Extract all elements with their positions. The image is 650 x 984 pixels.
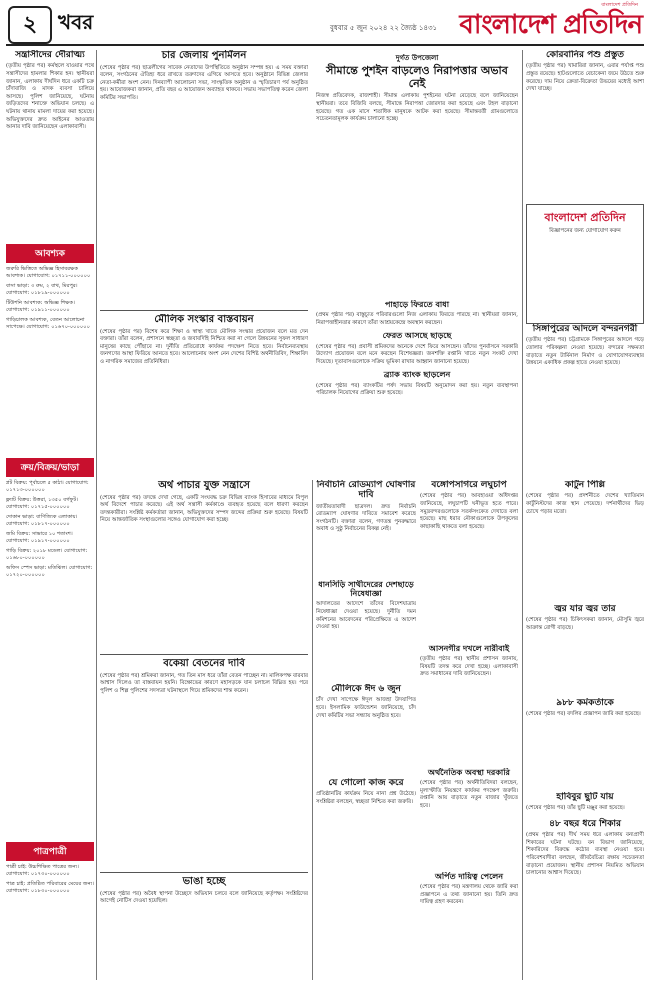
story-separator (100, 872, 308, 873)
story-headline: সিঙ্গাপুরের আদলে বন্দরনগরী (532, 324, 638, 334)
story-headline: ৪৮ বছর ধরে শিকার (549, 818, 621, 829)
classified-item: বাসা ভাড়া: ৩ রুম, ২ বাথ, মিরপুর। যোগাযোগ: ০১৮১৯-০০০০০০ (6, 283, 78, 296)
story-headline: মৌলিকে ঈদ ৬ জুন (331, 684, 401, 694)
classifieds-heading: আবশ্যক (6, 244, 94, 263)
advert-text: বিজ্ঞাপনের জন্য যোগাযোগ করুন (549, 228, 621, 234)
story-body: (শেষের পৃষ্ঠার পর) বিশেষ করে শিক্ষা ও স্বাস্থ্য খাতে মৌলিক সংস্কার প্রয়োজন বলে মত দেন বক্তারা। তাঁরা বলেন, প্রশাসনে স্বচ্ছতা ও জবাবদিহি নিশ্চিত করা না গেলে উন্নয়নের সুফল সাধারণ মানুষের কাছে পৌঁছাবে না। দুর্নীতি প্রতিরোধে কার্যকর পদক্ষেপ নিতে হবে। নির্বাচনব্যবস্থায় জনগণের আস্থা ফিরিয়ে আনতে হবে। আলোচনায় অংশ নেন দেশের বিশিষ্ট অর্থনীতিবিদ, শিক্ষাবিদ ও নাগরিক সমাজের প্রতিনিধিরা। (100, 328, 308, 365)
story-block (316, 480, 416, 576)
story-body: (শেষের পৃষ্ঠার পর) প্রদর্শনীতে দেশের খ্যাতিমান কার্টুনিস্টদের কাজ স্থান পেয়েছে। দর্শনার্থীদের ভিড় চোখে পড়ার মতো। (526, 493, 644, 515)
story-headline: ভাঙা হচ্ছে (182, 876, 226, 887)
classified-item: ফ্ল্যাট বিক্রয়: উত্তরা, ১৩৫০ বর্গফুট। যোগাযোগ: ০১৭১৫-০০০০০০ (6, 497, 79, 510)
story-headline: ফেরত আসছে ছাড়ছে (382, 331, 452, 341)
advert-box (526, 204, 644, 324)
story-block (420, 872, 518, 978)
story-headline: ব্র্যাক ব্যাংক ছাড়লেন (383, 370, 451, 380)
logo-tagline: বাংলাদেশ প্রতিদিন (601, 2, 638, 8)
story-separator (100, 654, 308, 655)
story-block (420, 768, 518, 868)
masthead (0, 0, 650, 46)
classifieds-section (6, 842, 94, 978)
column-divider (312, 480, 313, 980)
story-block (6, 50, 94, 240)
column-divider (522, 50, 523, 980)
classified-item: গাড়ি বিক্রয়: ২০১৮ মডেল। যোগাযোগ: ০১৬৮০-০০০০০০ (6, 548, 88, 561)
story-body: চাঁদ দেখা সাপেক্ষে ঈদুল আজহা উদযাপিত হবে। ইসলামিক ফাউন্ডেশন জানিয়েছে, চাঁদ দেখা কমিটির সভা সন্ধ্যায় অনুষ্ঠিত হবে। (316, 697, 416, 719)
story-block (100, 50, 308, 308)
story-body: (তৃতীয় পৃষ্ঠার পর) চট্টগ্রামকে সিঙ্গাপুরের আদলে গড়ে তোলার পরিকল্পনা নেওয়া হয়েছে। বন্দরের সক্ষমতা বাড়াতে নতুন টার্মিনাল নির্মাণ ও যোগাযোগব্যবস্থার উন্নয়নে একাধিক প্রকল্প হাতে নেওয়া হয়েছে। (526, 337, 644, 367)
story-block (316, 580, 416, 680)
story-body: (শেষের পৃষ্ঠার পর) তাঁর ছুটি মঞ্জুর করা হয়েছে। (526, 805, 625, 812)
story-kicker: দুর্গত উপজেলা (395, 54, 439, 62)
story-body: নিজস্ব প্রতিবেদক, রাজশাহী। সীমান্ত এলাকায় পুশইনের ঘটনা বেড়েছে বলে জানিয়েছেন স্থানীয়রা। তবে বিজিবি বলছে, সীমান্তে নিরাপত্তা জোরদার করা হয়েছে এবং টহল বাড়ানো হয়েছে। গত এক মাসে শতাধিক মানুষকে আটক করা হয়েছে। সীমান্তবর্তী গ্রামগুলোতে সচেতনতামূলক কার্যক্রম চালানো হচ্ছে। (316, 93, 518, 123)
classified-item: টিউশনি আবশ্যক: অভিজ্ঞ শিক্ষক। যোগাযোগ: ০১৯১১-০০০০০০ (6, 300, 75, 313)
story-block (526, 480, 644, 600)
story-block (420, 644, 518, 764)
story-block (526, 324, 644, 474)
story-body: (তৃতীয় পৃষ্ঠার পর) খামারিরা জানান, এবার পর্যাপ্ত পশু প্রস্তুত রয়েছে। হাটগুলোতে বেচাকেনা জমে উঠতে শুরু করেছে। দাম নিয়ে ক্রেতা-বিক্রেতা উভয়ের মধ্যেই আশা দেখা যাচ্ছে। (526, 63, 644, 93)
story-headline: চার জেলায় পুনর্মিলন (161, 50, 247, 61)
story-body: (শেষের পৃষ্ঠার পর) তদন্তে দেখা গেছে, একটি সংঘবদ্ধ চক্র বিভিন্ন ব্যাংক হিসাবের মাধ্যমে বিপুল অর্থ বিদেশে পাচার করেছে। এই অর্থ সন্ত্রাসী কর্মকাণ্ডে ব্যবহৃত হয়েছে বলে ধারণা করছেন তদন্তকারীরা। সংশ্লিষ্ট কর্মকর্তারা জানান, অভিযুক্তদের সম্পদ জব্দের প্রক্রিয়া শুরু হয়েছে। বিষয়টি নিয়ে আন্তর্জাতিক সংস্থাগুলোর সঙ্গেও যোগাযোগ করা হচ্ছে। (100, 494, 308, 524)
story-body: আদালতের আদেশে তাঁদের বিদেশযাত্রায় নিষেধাজ্ঞা দেওয়া হয়েছে। দুর্নীতি দমন কমিশনের আবেদনের পরিপ্রেক্ষিতে এ আদেশ দেওয়া হয়। (316, 601, 416, 631)
story-headline: ধানসিঁড়ি সাথীদেরের দেশছাড়ে নিষেধাজ্ঞা (318, 580, 414, 599)
classified-item: প্লট বিক্রয়: পূর্বাচলে ৫ কাঠা। যোগাযোগ: ০১৭১৩-০০০০০০ (6, 480, 89, 493)
story-body: (তৃতীয় পৃষ্ঠার পর) স্থানীয় প্রশাসন জানায়, বিষয়টি তদন্ত করে দেখা হচ্ছে। এলাকাবাসী দ্রুত সমাধানের দাবি জানিয়েছেন। (420, 656, 518, 678)
column-divider (96, 50, 97, 980)
story-body: (তৃতীয় পৃষ্ঠার পর) কর্মস্থলে যাওয়ার পথে সন্ত্রাসীদের হামলার শিকার হন। স্থানীয়রা জানান, এলাকায় দীর্ঘদিন ধরে একটি চক্র চাঁদাবাজি ও মাদক ব্যবসা চালিয়ে আসছে। পুলিশ জানিয়েছে, ঘটনায় জড়িতদের শনাক্তে অভিযান চলছে। এ ঘটনায় থানায় মামলা দায়ের করা হয়েছে। অভিযুক্তদের দ্রুত আইনের আওতায় আনার দাবি জানিয়েছেন এলাকাবাসী। (6, 63, 94, 131)
masthead-rule (6, 44, 644, 46)
story-headline: ৯৮৮ কর্মকর্তাকে (556, 698, 614, 708)
story-headline: যে গোলো কাজ করে (328, 778, 404, 788)
story-body: (শেষের পৃষ্ঠার পর) অর্থনীতিবিদরা বলছেন, মূল্যস্ফীতি নিয়ন্ত্রণে কার্যকর পদক্ষেপ জরুরি। রপ্তানি আয় বাড়াতে নতুন বাজার খুঁজতে হবে। (420, 780, 518, 809)
story-block (526, 792, 644, 978)
classified-item: গাড়িচালক আবশ্যক, বেতন আলোচনা সাপেক্ষে। যোগাযোগ: ০১৬৭০-০০০০০০ (6, 317, 91, 330)
classified-item: দোকান ভাড়া: বাণিজ্যিক এলাকায়। যোগাযোগ: ০১৮১৭-০০০০০০ (6, 514, 78, 527)
story-headline: সন্ত্রাসীদের দৌরাত্ম্য (15, 50, 85, 60)
classified-item: জমি বিক্রয়: সাভারে ১০ শতাংশ। যোগাযোগ: ০১৯১৭-০০০০০০ (6, 531, 73, 544)
newspaper-logo: বাংলাদেশ প্রতিদিন (459, 10, 642, 40)
classifieds-section (6, 458, 94, 838)
story-body: প্রতিষ্ঠানটির কার্যক্রম নিয়ে নানা প্রশ্ন উঠেছে। সংশ্লিষ্টরা বলছেন, স্বচ্ছতা নিশ্চিত করা জরুরি। (316, 791, 416, 805)
story-block (100, 314, 308, 474)
story-body: (শেষের পৃষ্ঠার পর) শ্রমিকরা জানান, গত তিন মাস ধরে তাঁরা বেতন পাচ্ছেন না। মালিকপক্ষ বারবার আশ্বাস দিলেও তা বাস্তবায়ন হয়নি। বিক্ষোভের কারণে মহাসড়কে যান চলাচল বিঘ্নিত হয়। পরে পুলিশ ও শিল্প পুলিশের সদস্যরা ঘটনাস্থলে গিয়ে শ্রমিকদের শান্ত করেন। (100, 672, 308, 694)
story-block (100, 658, 308, 868)
story-body: জাতীয়তাবাদী ছাত্রদল। দ্রুত নির্বাচনি রোডম্যাপ ঘোষণার দাবিতে সমাবেশ করেছে সংগঠনটি। বক্তারা বলেন, গণতন্ত্র পুনরুদ্ধারে অবাধ ও সুষ্ঠু নির্বাচনের বিকল্প নেই। (316, 503, 416, 533)
story-block (526, 50, 644, 200)
story-headline: বঙ্গোপসাগরে লঘুচাপ (431, 480, 507, 490)
story-body: (শেষের পৃষ্ঠার পর) প্রবাসী শ্রমিকদের অনেকে দেশে ফিরে আসছেন। তাঁদের পুনর্বাসনে সরকারি উদ্যোগ প্রয়োজন বলে মনে করছেন বিশেষজ্ঞরা। জনশক্তি রপ্তানি খাতে নতুন সংকট দেখা দিয়েছে। দূতাবাসগুলোকে সক্রিয় ভূমিকা রাখার আহ্বান জানানো হয়েছে। (316, 343, 518, 365)
advert-title: বাংলাদেশ প্রতিদিন (544, 211, 626, 224)
story-block (316, 778, 416, 978)
story-headline: সীমান্তে পুশইন বাড়লেও নিরাপত্তার অভাব নেই (326, 64, 508, 90)
story-headline: জ্বর যার জ্বর তার (554, 604, 616, 614)
story-body: (প্রথম পৃষ্ঠার পর) দীর্ঘ সময় ধরে এলাকায় বন্যপ্রাণী শিকারের ঘটনা ঘটছে। বন বিভাগ জানিয়েছে, শিকারিদের বিরুদ্ধে কঠোর ব্যবস্থা নেওয়া হবে। পরিবেশবাদীরা বলছেন, জীববৈচিত্র্য রক্ষায় সচেতনতা বাড়ানো প্রয়োজন। স্থানীয় প্রশাসন নিয়মিত অভিযান চালানোর আশ্বাস দিয়েছে। (526, 832, 644, 877)
story-body: (শেষের পৃষ্ঠার পর) ছাত্রলীগের সাবেক নেতাদের উপস্থিতিতে অনুষ্ঠান সম্পন্ন হয়। এ সময় বক্তারা বলেন, সংগঠনের ঐতিহ্য ধরে রাখতে তরুণদের এগিয়ে আসতে হবে। অনুষ্ঠানে বিভিন্ন জেলার নেতা-কর্মীরা অংশ নেন। দিনব্যাপী আলোচনা সভা, সাংস্কৃতিক অনুষ্ঠান ও স্মৃতিচারণ পর্ব অনুষ্ঠিত হয়। আয়োজকরা জানান, প্রতি বছর এ আয়োজন অব্যাহত থাকবে। সভায় সভাপতিত্ব করেন জেলা কমিটির সভাপতি। (100, 64, 308, 101)
story-block (420, 480, 518, 640)
classifieds-heading: ক্রয়/বিক্রয়/ভাড়া (6, 458, 94, 477)
classified-item: অফিস স্পেস ভাড়া: মতিঝিল। যোগাযোগ: ০১৭২০-০০০০০০ (6, 565, 93, 578)
classifieds-heading: পাত্রপাত্রী (6, 842, 94, 861)
story-headline: অর্থ পাচার যুক্ত সন্ত্রাসে (158, 480, 250, 491)
classified-item: পাত্র চাই: প্রতিষ্ঠিত পরিবারের মেয়ের জন্য। যোগাযোগ: ০১৮৩০-০০০০০০ (6, 881, 94, 894)
story-body: (শেষের পৃষ্ঠার পর) ব্যাংকটির পর্ষদ সভায় বিষয়টি অনুমোদন করা হয়। নতুন ব্যবস্থাপনা পরিচালক নিয়োগের প্রক্রিয়া শুরু হয়েছে। (316, 382, 518, 397)
story-block (100, 876, 308, 980)
classifieds-section (6, 244, 94, 454)
story-headline: অর্পিত দায়িত্ব পেলেন (434, 872, 504, 881)
story-block (316, 684, 416, 774)
story-block (526, 698, 644, 788)
classified-item: জরুরি ভিত্তিতে অভিজ্ঞ হিসাবরক্ষক আবশ্যক। যোগাযোগ: ০১৭১১-০০০০০০ (6, 266, 91, 279)
page-number: ২ (8, 6, 52, 44)
dateline: বুধবার ৫ জুন ২০২৪ ২২ জ্যৈষ্ঠ ১৪৩১ (330, 24, 438, 32)
story-headline: আসনগীর দখলে নারীবাই (428, 644, 510, 653)
section-name: খবর (58, 10, 94, 34)
story-block (526, 604, 644, 694)
classified-item: পাত্রী চাই: উচ্চশিক্ষিত পাত্রের জন্য। যোগাযোগ: ০১৭৩০-০০০০০০ (6, 864, 79, 877)
story-headline: বকেয়া বেতনের দাবি (163, 658, 245, 669)
story-headline: কার্টুন পিল্লি (565, 480, 605, 490)
story-body: (শেষের পৃষ্ঠার পর) চিকিৎসকরা জানান, মৌসুমি জ্বরে আক্রান্ত রোগী বাড়ছে। (526, 617, 644, 631)
story-body: (প্রথম পৃষ্ঠার পর) বাস্তুচ্যুত পরিবারগুলো নিজ এলাকায় ফিরতে পারছে না। স্থানীয়রা জানান, নিরাপত্তাহীনতার কারণে তাঁরা আশ্রয়কেন্দ্রে অবস্থান করছেন। (316, 312, 518, 326)
story-headline: মৌলিক সংস্কার বাস্তবায়ন (154, 314, 254, 325)
story-block (100, 480, 308, 650)
story-body: (শেষের পৃষ্ঠার পর) আবহাওয়া অধিদপ্তর জানিয়েছে, লঘুচাপটি ঘনীভূত হতে পারে। সমুদ্রবন্দরগুলোকে সতর্কসংকেত দেখাতে বলা হয়েছে। মাছ ধরার নৌকাগুলোকে উপকূলের কাছাকাছি থাকতে বলা হয়েছে। (420, 493, 518, 530)
story-stack (316, 300, 518, 474)
story-headline: পাহাড়ে ফিরতে বাধা (384, 300, 450, 309)
story-headline: নির্বাচনি রোডম্যাপ ঘোষণার দাবি (316, 480, 416, 501)
story-separator (100, 310, 308, 311)
spacer (316, 50, 518, 52)
story-headline: অর্থনৈতিক অবস্থা দরকারি (428, 768, 510, 777)
story-headline: হাবিবুর ছুটি যায় (556, 792, 614, 802)
story-body: (শেষের পৃষ্ঠার পর) বদলির প্রজ্ঞাপন জারি করা হয়েছে। (526, 711, 641, 718)
story-body: (শেষের পৃষ্ঠার পর) অবৈধ স্থাপনা উচ্ছেদে অভিযান চলবে বলে জানিয়েছে কর্তৃপক্ষ। সংশ্লিষ্টদের আগেই নোটিস দেওয়া হয়েছিল। (100, 890, 308, 905)
story-body: (শেষের পৃষ্ঠার পর) মন্ত্রণালয় থেকে জারি করা প্রজ্ঞাপনে এ তথ্য জানানো হয়। তিনি দ্রুত দায়িত্ব গ্রহণ করবেন। (420, 884, 518, 906)
story-headline: কোরবানির পশু প্রস্তুত (545, 50, 625, 60)
